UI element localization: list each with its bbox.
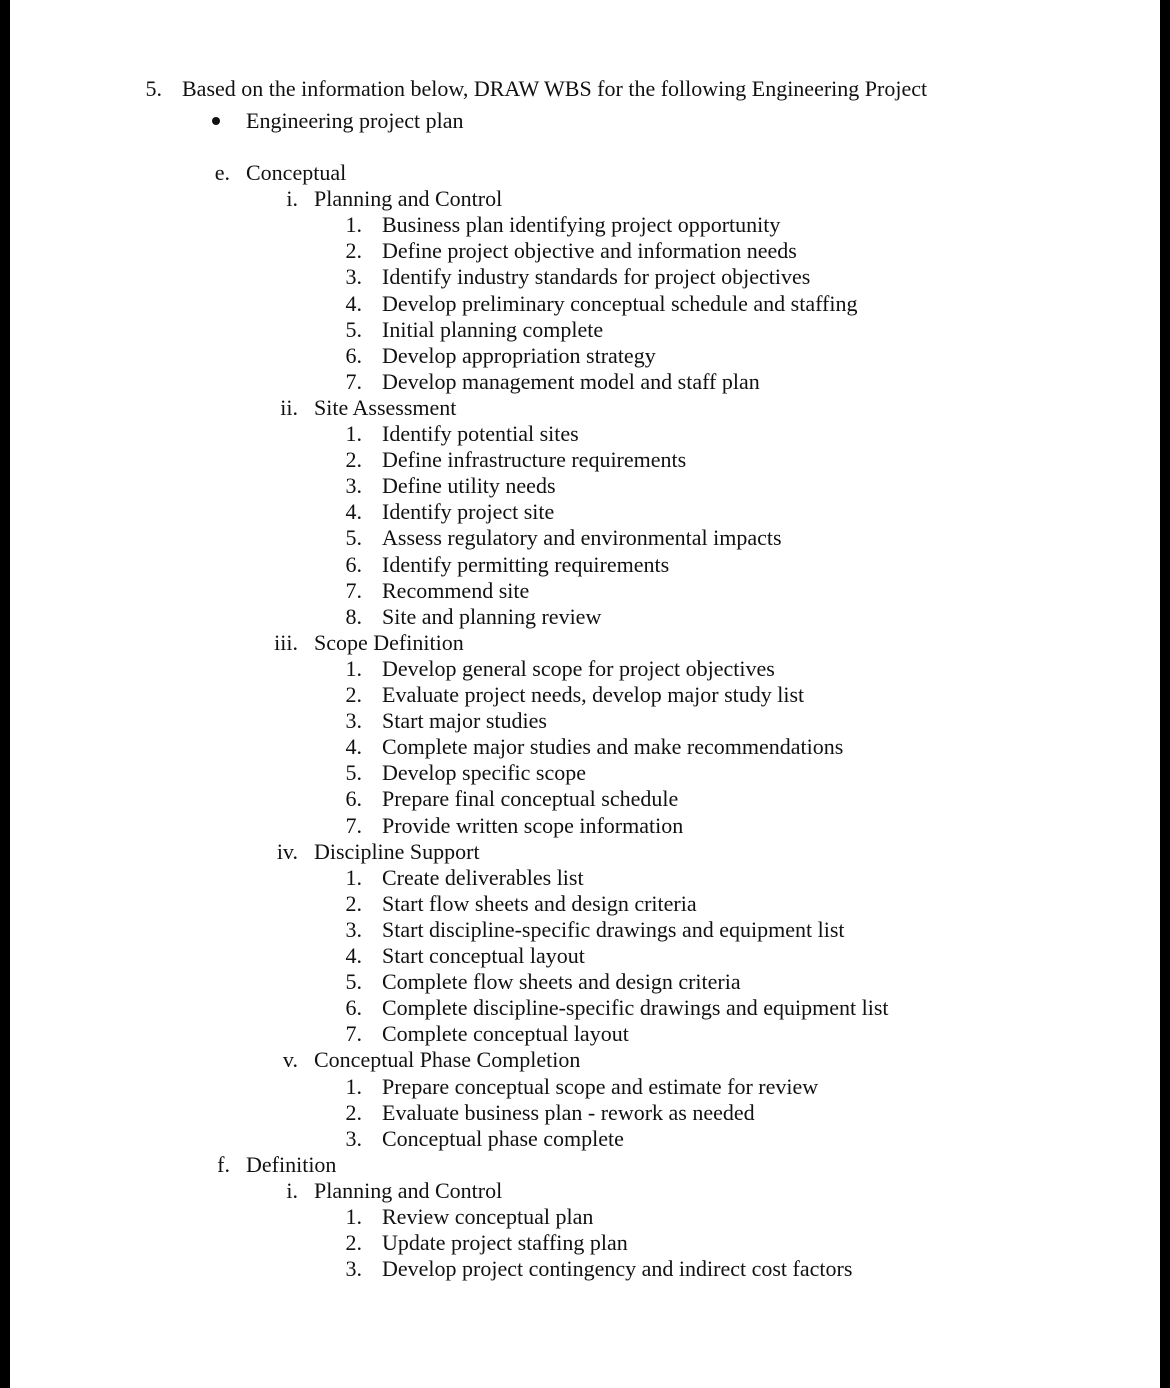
- section-heading-text: Site Assessment: [314, 395, 457, 420]
- list-item-text: Prepare final conceptual schedule: [382, 786, 679, 811]
- list-item-text: Develop preliminary conceptual schedule and staffing: [382, 291, 858, 316]
- list-item-number: 8.: [345, 604, 362, 629]
- list-item-number: 3.: [345, 1126, 362, 1151]
- list-item-text: Review conceptual plan: [382, 1204, 594, 1229]
- list-item-number: 6.: [345, 343, 362, 368]
- list-item-number: 1.: [345, 212, 362, 237]
- phase-heading-text: Definition: [246, 1152, 337, 1177]
- list-item-text: Update project staffing plan: [382, 1230, 628, 1255]
- list-item-text: Evaluate project needs, develop major study list: [382, 682, 805, 707]
- list-item-text: Create deliverables list: [382, 865, 584, 890]
- list-item-text: Start discipline-specific drawings and equipment list: [382, 917, 845, 942]
- list-item-number: 4.: [345, 499, 362, 524]
- list-item-text: Complete major studies and make recommendations: [382, 734, 844, 759]
- section-heading-marker: v.: [282, 1047, 298, 1072]
- list-item-number: 6.: [345, 995, 362, 1020]
- section-heading-marker: i.: [286, 1178, 298, 1203]
- section-heading-text: Conceptual Phase Completion: [314, 1047, 581, 1072]
- list-item-number: 3.: [345, 708, 362, 733]
- list-item-number: 2.: [345, 1100, 362, 1125]
- list-item-number: 3.: [345, 264, 362, 289]
- list-item-text: Business plan identifying project opportunity: [382, 212, 781, 237]
- list-item-text: Develop appropriation strategy: [382, 343, 656, 368]
- section-heading-text: Discipline Support: [314, 839, 480, 864]
- list-item-text: Evaluate business plan - rework as needed: [382, 1100, 755, 1125]
- section-heading-text: Scope Definition: [314, 630, 464, 655]
- list-item-number: 5.: [345, 969, 362, 994]
- section-heading-marker: iii.: [274, 630, 298, 655]
- list-item-number: 7.: [345, 813, 362, 838]
- list-item-number: 7.: [345, 369, 362, 394]
- list-item-number: 4.: [345, 734, 362, 759]
- bullet-line-text: Engineering project plan: [246, 108, 464, 133]
- list-item-number: 3.: [345, 1256, 362, 1281]
- list-item-text: Site and planning review: [382, 604, 602, 629]
- list-item-text: Identify industry standards for project objectives: [382, 264, 811, 289]
- list-item-number: 1.: [345, 656, 362, 681]
- list-item-text: Identify permitting requirements: [382, 552, 670, 577]
- list-item-text: Define project objective and information needs: [382, 238, 797, 263]
- list-item-text: Define utility needs: [382, 473, 556, 498]
- section-heading-text: Planning and Control: [314, 1178, 503, 1203]
- section-heading-marker: iv.: [276, 839, 298, 864]
- phase-heading-text: Conceptual: [246, 160, 347, 185]
- question-line-text: Based on the information below, DRAW WBS for the following Engineering Project: [182, 76, 928, 101]
- list-item-text: Assess regulatory and environmental impacts: [382, 525, 782, 550]
- list-item-number: 6.: [345, 786, 362, 811]
- list-item-number: 2.: [345, 682, 362, 707]
- list-item-number: 1.: [345, 1204, 362, 1229]
- list-item-text: Develop specific scope: [382, 760, 587, 785]
- list-item-number: 7.: [345, 578, 362, 603]
- section-heading-marker: i.: [286, 186, 298, 211]
- list-item-text: Define infrastructure requirements: [382, 447, 687, 472]
- list-item-text: Complete flow sheets and design criteria: [382, 969, 741, 994]
- list-item-text: Initial planning complete: [382, 317, 604, 342]
- list-item-text: Complete conceptual layout: [382, 1021, 629, 1046]
- list-item-number: 2.: [345, 1230, 362, 1255]
- list-item-number: 6.: [345, 552, 362, 577]
- list-item-number: 4.: [345, 291, 362, 316]
- section-heading-marker: ii.: [280, 395, 298, 420]
- list-item-text: Recommend site: [382, 578, 530, 603]
- section-heading-text: Planning and Control: [314, 186, 503, 211]
- list-item-text: Identify project site: [382, 499, 555, 524]
- list-item-text: Identify potential sites: [382, 421, 579, 446]
- list-item-number: 4.: [345, 943, 362, 968]
- list-item-number: 3.: [345, 917, 362, 942]
- list-item-text: Provide written scope information: [382, 813, 684, 838]
- list-item-number: 2.: [345, 891, 362, 916]
- phase-heading-marker: e.: [214, 160, 230, 185]
- list-item-number: 5.: [345, 760, 362, 785]
- list-item-text: Start major studies: [382, 708, 547, 733]
- list-item-text: Prepare conceptual scope and estimate for review: [382, 1074, 819, 1099]
- list-item-number: 3.: [345, 473, 362, 498]
- document-page: [10, 0, 1160, 1388]
- list-item-text: Develop general scope for project objectives: [382, 656, 775, 681]
- list-item-number: 5.: [345, 317, 362, 342]
- list-item-text: Start flow sheets and design criteria: [382, 891, 697, 916]
- list-item-number: 2.: [345, 447, 362, 472]
- list-item-number: 7.: [345, 1021, 362, 1046]
- list-item-text: Develop project contingency and indirect cost factors: [382, 1256, 853, 1281]
- list-item-text: Complete discipline-specific drawings and equipment list: [382, 995, 889, 1020]
- list-item-text: Develop management model and staff plan: [382, 369, 760, 394]
- list-item-number: 1.: [345, 1074, 362, 1099]
- bullet-icon: [212, 117, 220, 125]
- list-item-text: Start conceptual layout: [382, 943, 585, 968]
- question-line-marker: 5.: [145, 76, 162, 101]
- list-item-number: 1.: [345, 865, 362, 890]
- list-item-number: 1.: [345, 421, 362, 446]
- list-item-number: 5.: [345, 525, 362, 550]
- list-item-text: Conceptual phase complete: [382, 1126, 624, 1151]
- phase-heading-marker: f.: [217, 1152, 230, 1177]
- list-item-number: 2.: [345, 238, 362, 263]
